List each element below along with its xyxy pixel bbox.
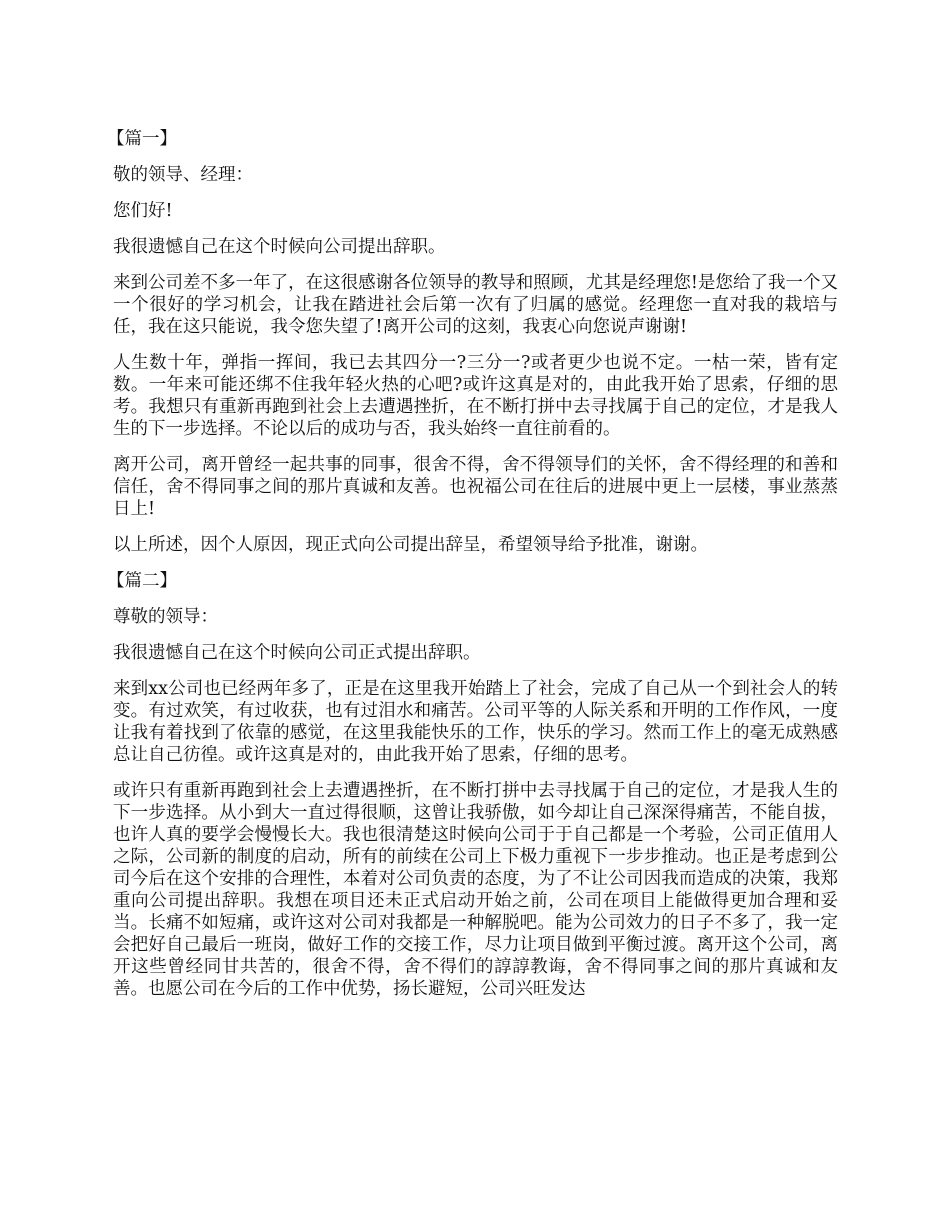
section-1-paragraph: 以上所述，因个人原因，现正式向公司提出辞呈，希望领导给予批准，谢谢。: [113, 535, 708, 555]
section-2-greeting: 尊敬的领导：: [113, 607, 218, 627]
document-page: [107, 128, 838, 1014]
section-1-salutation: 您们好!: [113, 201, 173, 221]
section-1-greeting: 敬的领导、经理：: [113, 165, 253, 185]
section-2-paragraph: 或许只有重新再跑到社会上去遭遇挫折，在不断打拼中去寻找属于自己的定位，才是我人生的下一步选择。从小到大一直过得很顺，这曾让我骄傲，如今却让自己深深得痛苦，不能自拔，也许人真的要学会慢慢长大。我也很清楚这时候向公司于于自己都是一个考验，公司正值用人之际，公司新的制度的启动，所有的前续在公司上下极力重视下一步步推动。也正是考虑到公司今后在这个安排的合理性，本着对公司负责的态度，为了不让公司因我而造成的决策，我郑重向公司提出辞职。我想在项目还未正式启动开始之前，公司在项目上能做得更加合理和妥当。长痛不如短痛，或许这对公司对我都是一种解脱吧。能为公司效力的日子不多了，我一定会把好自己最后一班岗，做好工作的交接工作，尽力让项目做到平衡过渡。离开这个公司，离开这些曾经同甘共苦的，很舍不得，舍不得们的諄諄教诲，舍不得同事之间的那片真诚和友善。也愿公司在今后的工作中优势，扬长避短，公司兴旺发达: [113, 781, 838, 999]
section-1-paragraph: 离开公司，离开曾经一起共事的同事，很舍不得，舍不得领导们的关怀，舍不得经理的和善和信任，舍不得同事之间的那片真诚和友善。也祝福公司在往后的进展中更上一层楼，事业蒸蒸日上!: [113, 455, 838, 519]
section-1-paragraph: 我很遗憾自己在这个时候向公司提出辞职。: [113, 237, 446, 257]
section-2-paragraph: 来到xx公司也已经两年多了，正是在这里我开始踏上了社会，完成了自己从一个到社会人的转变。有过欢笑，有过收获，也有过泪水和痛苦。公司平等的人际关系和开明的工作作风，一度让我有着找到了依靠的感觉，在这里我能快乐的工作，快乐的学习。然而工作上的毫无成熟感总让自己彷徨。或许这真是对的，由此我开始了思索，仔细的思考。: [113, 679, 838, 765]
section-1-paragraph: 人生数十年，弹指一挥间，我已去其四分一?三分一?或者更少也说不定。一枯一荣，皆有定数。一年来可能还绑不住我年轻火热的心吧?或许这真是对的，由此我开始了思索，仔细的思考。我想只有重新再跑到社会上去遭遇挫折，在不断打拼中去寻找属于自己的定位，才是我人生的下一步选择。不论以后的成功与否，我头始终一直往前看的。: [113, 353, 838, 439]
section-2-heading: 【篇二】: [107, 571, 177, 591]
section-1-heading: 【篇一】: [107, 129, 177, 149]
section-2-paragraph: 我很遗憾自己在这个时候向公司正式提出辞职。: [113, 643, 481, 663]
section-1-paragraph: 来到公司差不多一年了，在这很感谢各位领导的教导和照顾，尤其是经理您!是您给了我一个又一个很好的学习机会，让我在踏进社会后第一次有了归属的感觉。经理您一直对我的栽培与任，我在这只能说，我令您失望了!离开公司的这刻，我衷心向您说声谢谢!: [113, 273, 838, 337]
